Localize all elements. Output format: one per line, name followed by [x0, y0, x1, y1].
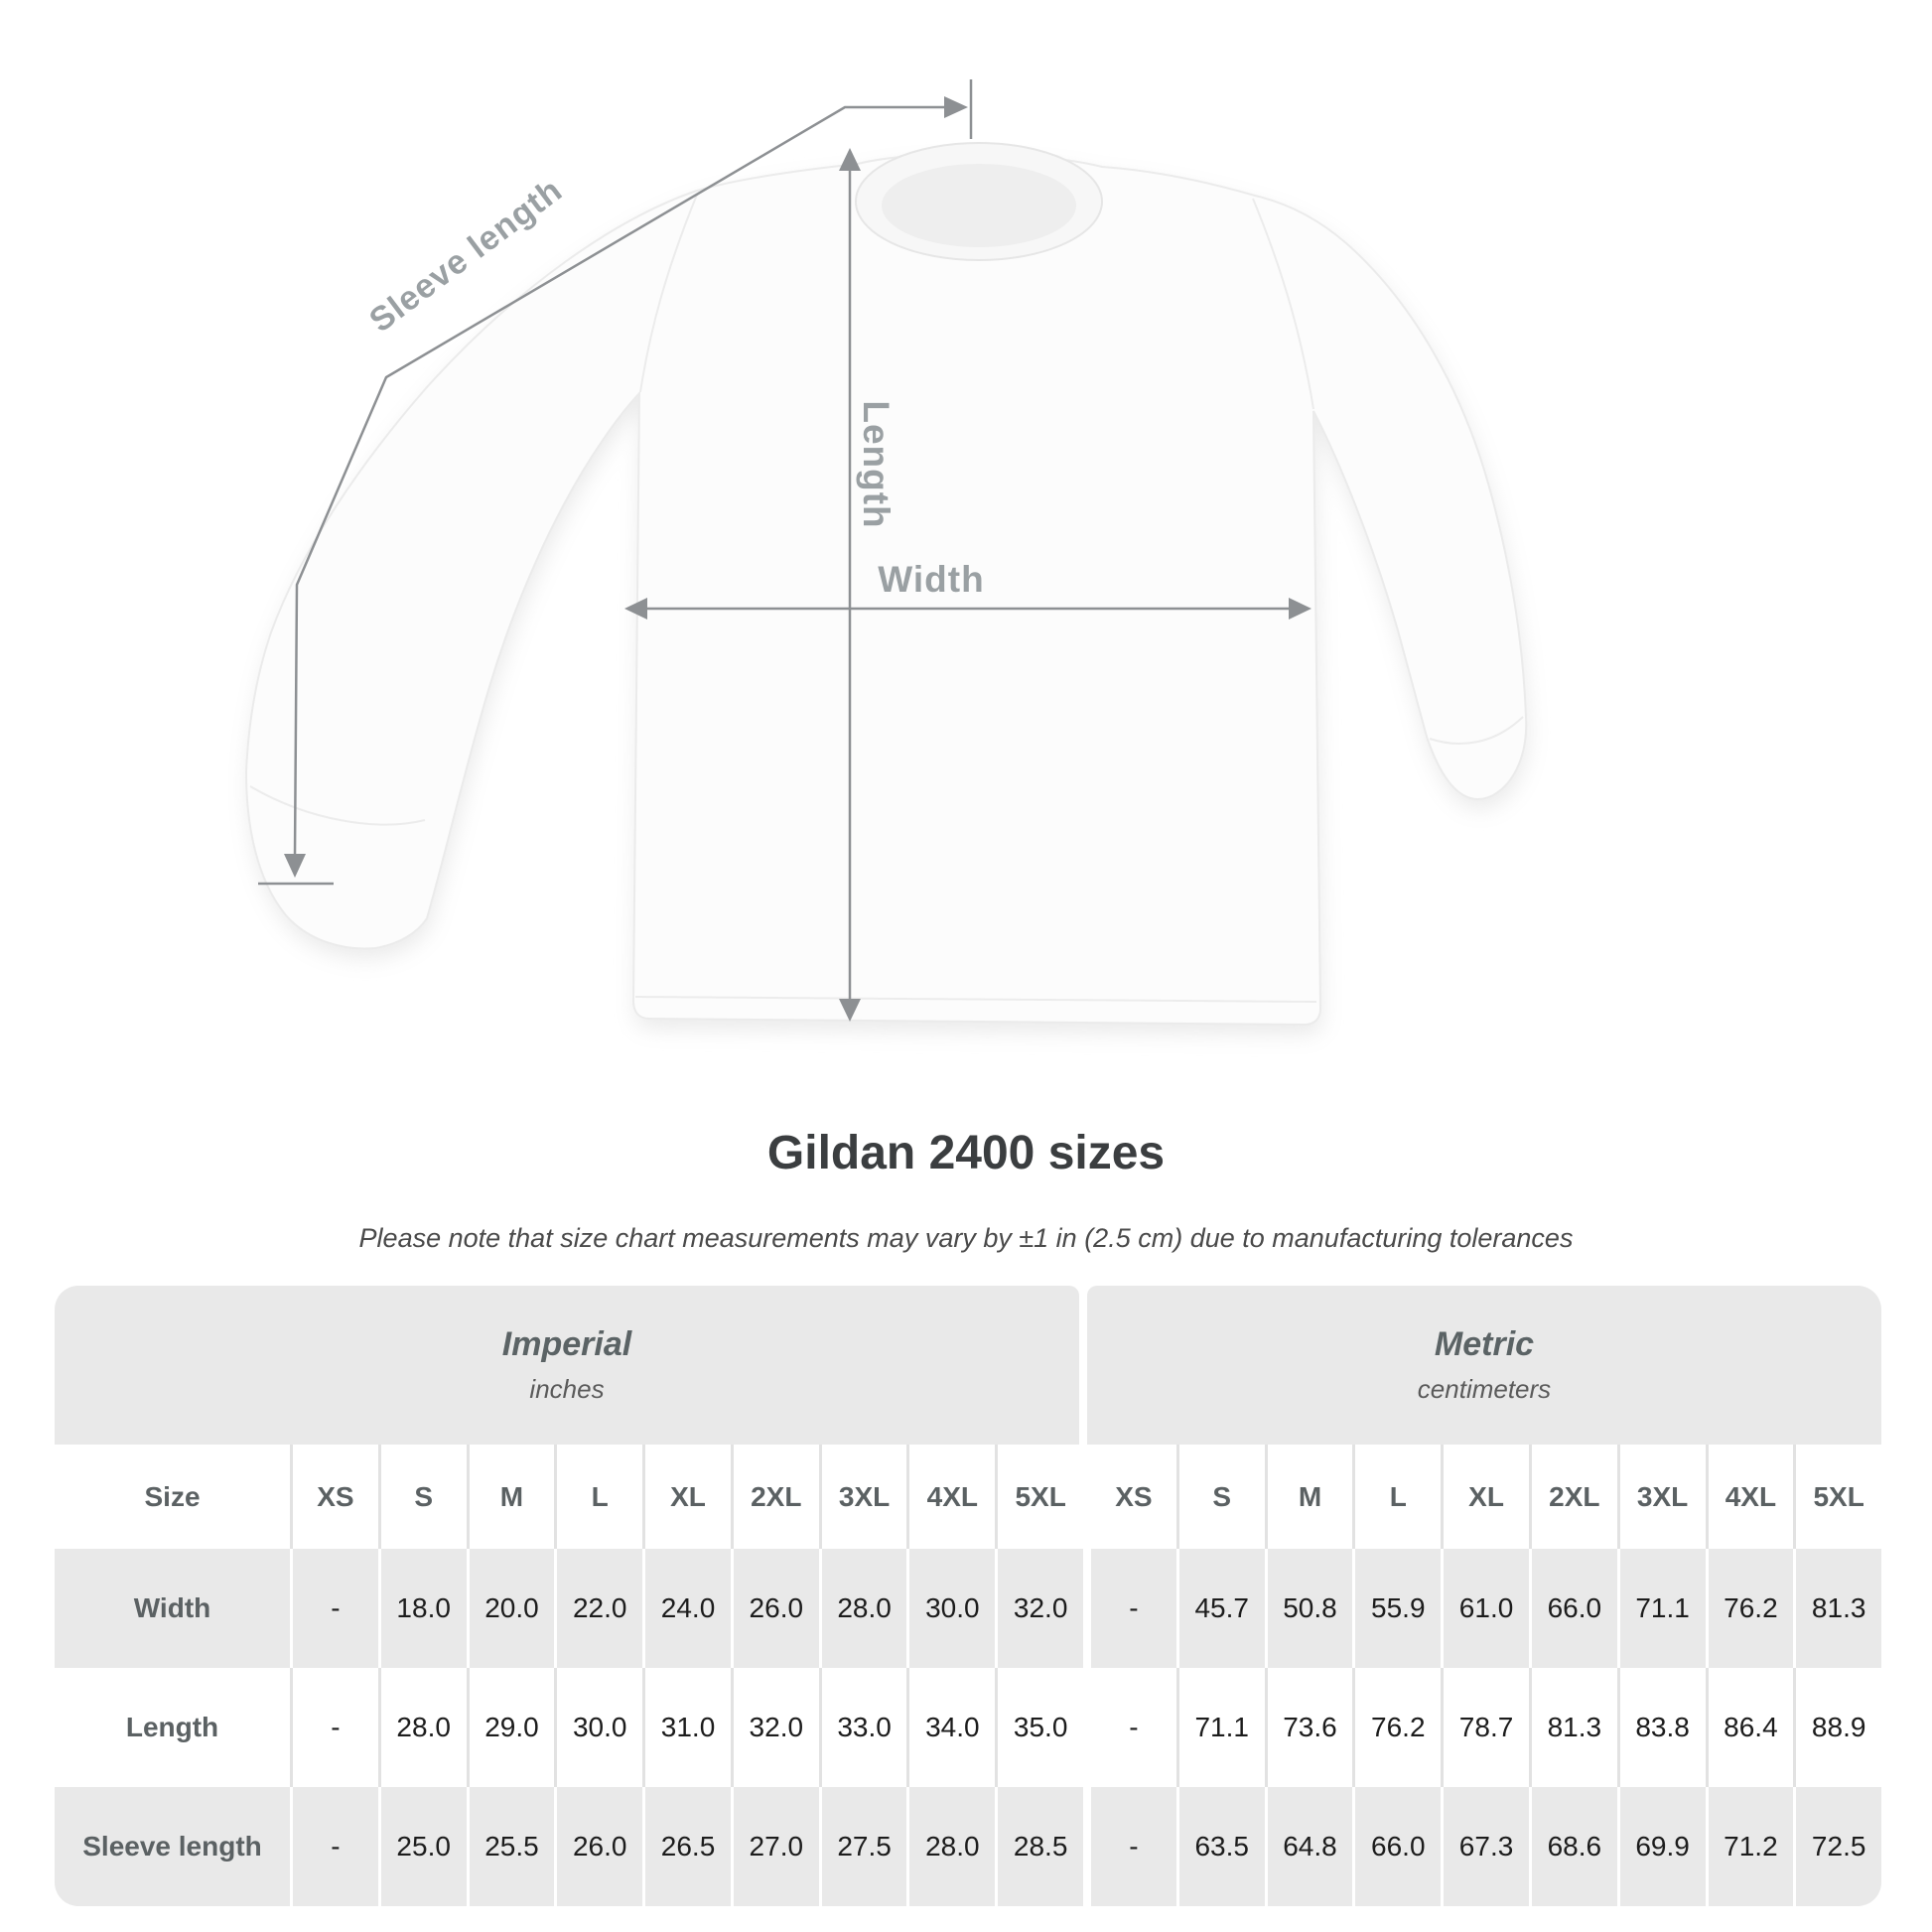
- length-label: Length: [856, 400, 897, 529]
- width-value-cell: 81.3: [1811, 1592, 1866, 1623]
- length-value-cell: 34.0: [909, 1668, 998, 1787]
- row-label-sleeve-length: Sleeve length: [55, 1787, 293, 1906]
- imperial-band-title: Imperial: [501, 1325, 632, 1363]
- metric-band-unit: centimeters: [1417, 1374, 1552, 1404]
- width-value-cell: 32.0: [998, 1549, 1091, 1668]
- width-label: Width: [878, 559, 985, 600]
- sleeve-length-value-cell: -: [1091, 1787, 1179, 1906]
- length-value-cell: 29.0: [470, 1668, 558, 1787]
- size-column-header: M: [1268, 1445, 1356, 1549]
- width-value-cell: 45.7: [1179, 1549, 1268, 1668]
- length-value-cell: 81.3: [1532, 1668, 1620, 1787]
- width-value-cell: 18.0: [381, 1549, 470, 1668]
- size-column-header: 2XL: [1532, 1445, 1620, 1549]
- imperial-band: [55, 1286, 1079, 1445]
- size-column-header: S: [1179, 1445, 1268, 1549]
- length-value-cell: -: [1091, 1668, 1179, 1787]
- width-value-cell: 26.0: [734, 1549, 822, 1668]
- size-header-row: [55, 1445, 1881, 1549]
- width-value-cell: 30.0: [909, 1549, 998, 1668]
- length-value-cell: 71.1: [1179, 1668, 1268, 1787]
- size-column-header: 3XL: [822, 1445, 910, 1549]
- imperial-band-unit: inches: [529, 1374, 605, 1404]
- sleeve-length-value-cell: 26.5: [645, 1787, 734, 1906]
- sleeve-length-value-cell: 72.5: [1811, 1831, 1866, 1862]
- sleeve-arrow-right-icon: [944, 96, 968, 118]
- length-row-cells: [293, 1668, 1881, 1787]
- width-value-cell: 61.0: [1444, 1549, 1532, 1668]
- unit-band-row: [55, 1286, 1881, 1445]
- sleeve-length-value-cell: 25.5: [470, 1787, 558, 1906]
- length-value-cell: 35.0: [998, 1668, 1091, 1787]
- length-value-cell: 32.0: [734, 1668, 822, 1787]
- width-value-cell: 71.1: [1620, 1549, 1709, 1668]
- length-arrow-up-icon: [839, 148, 861, 171]
- size-column-header: 4XL: [909, 1445, 998, 1549]
- size-column-header: S: [381, 1445, 470, 1549]
- width-value-cell: 22.0: [557, 1549, 645, 1668]
- size-header-label: Size: [55, 1445, 293, 1549]
- size-column-header: XS: [1091, 1445, 1179, 1549]
- size-column-header: L: [557, 1445, 645, 1549]
- length-value-cell: -: [293, 1668, 381, 1787]
- sleeve-length-value-cell: 28.0: [909, 1787, 998, 1906]
- size-column-header: 2XL: [734, 1445, 822, 1549]
- length-value-cell: 83.8: [1620, 1668, 1709, 1787]
- size-column-header: 5XL: [1813, 1480, 1864, 1512]
- sleeve-length-value-cell: 25.0: [381, 1787, 470, 1906]
- sleeve-length-value-cell: 27.5: [822, 1787, 910, 1906]
- sleeve-length-row-cells: [293, 1787, 1881, 1906]
- length-value-cell: 31.0: [645, 1668, 734, 1787]
- width-value-cell: 20.0: [470, 1549, 558, 1668]
- sleeve-length-value-cell: 71.2: [1709, 1787, 1797, 1906]
- table-row-width: [55, 1549, 1881, 1668]
- size-column-header: M: [470, 1445, 558, 1549]
- page-subtitle: Please note that size chart measurements may vary by ±1 in (2.5 cm) due to manufacturing tolerances: [358, 1223, 1574, 1253]
- length-value-cell: 30.0: [557, 1668, 645, 1787]
- size-table: [55, 1286, 1881, 1906]
- sleeve-length-value-cell: 66.0: [1355, 1787, 1444, 1906]
- metric-band: [1087, 1286, 1881, 1445]
- page-title: Gildan 2400 sizes: [766, 1127, 1166, 1179]
- length-value-cell: 78.7: [1444, 1668, 1532, 1787]
- metric-band-title: Metric: [1434, 1325, 1535, 1363]
- sleeve-length-value-cell: -: [293, 1787, 381, 1906]
- width-row-cells: [293, 1549, 1881, 1668]
- row-label-width: Width: [55, 1549, 293, 1668]
- size-column-header: 5XL: [998, 1445, 1091, 1549]
- size-column-header: 3XL: [1620, 1445, 1709, 1549]
- sleeve-length-value-cell: 27.0: [734, 1787, 822, 1906]
- sleeve-length-value-cell: 69.9: [1620, 1787, 1709, 1906]
- width-value-cell: 66.0: [1532, 1549, 1620, 1668]
- length-value-cell: 88.9: [1811, 1712, 1866, 1742]
- sleeve-length-label: Sleeve length: [362, 171, 570, 341]
- size-column-header: XL: [1444, 1445, 1532, 1549]
- length-value-cell: 33.0: [822, 1668, 910, 1787]
- sleeve-length-value-cell: 67.3: [1444, 1787, 1532, 1906]
- collar-inner: [882, 164, 1076, 247]
- table-row-length: [55, 1668, 1881, 1787]
- width-value-cell: -: [293, 1549, 381, 1668]
- width-value-cell: 50.8: [1268, 1549, 1356, 1668]
- length-value-cell: 28.0: [381, 1668, 470, 1787]
- sleeve-length-value-cell: 63.5: [1179, 1787, 1268, 1906]
- row-label-length: Length: [55, 1668, 293, 1787]
- size-header-cells: [293, 1445, 1881, 1549]
- size-column-header: 4XL: [1709, 1445, 1797, 1549]
- size-column-header: XS: [293, 1445, 381, 1549]
- length-value-cell: 86.4: [1709, 1668, 1797, 1787]
- width-value-cell: -: [1091, 1549, 1179, 1668]
- sleeve-length-value-cell: 26.0: [557, 1787, 645, 1906]
- width-value-cell: 28.0: [822, 1549, 910, 1668]
- width-arrow-left-icon: [624, 598, 647, 620]
- width-value-cell: 76.2: [1709, 1549, 1797, 1668]
- size-column-header: XL: [645, 1445, 734, 1549]
- length-value-cell: 73.6: [1268, 1668, 1356, 1787]
- length-value-cell: 76.2: [1355, 1668, 1444, 1787]
- table-row-sleeve-length: [55, 1787, 1881, 1906]
- size-column-header: L: [1355, 1445, 1444, 1549]
- width-value-cell: 24.0: [645, 1549, 734, 1668]
- width-value-cell: 55.9: [1355, 1549, 1444, 1668]
- sleeve-length-value-cell: 64.8: [1268, 1787, 1356, 1906]
- sleeve-length-value-cell: 68.6: [1532, 1787, 1620, 1906]
- sleeve-length-value-cell: 28.5: [998, 1787, 1091, 1906]
